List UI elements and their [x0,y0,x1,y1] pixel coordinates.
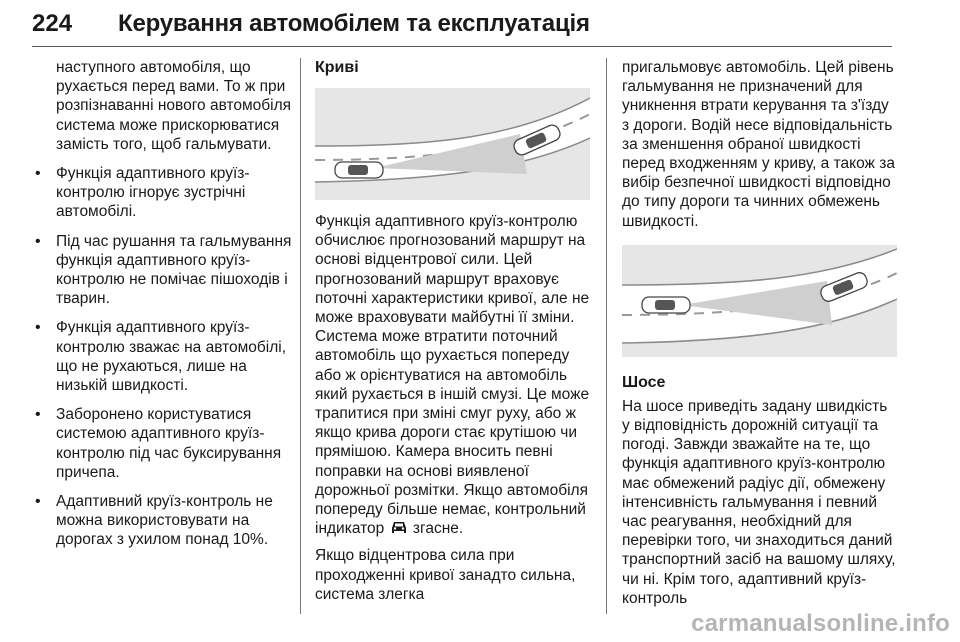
list-item [32,492,302,550]
list-item [32,164,302,222]
curves-paragraph-1: Функція адаптивного круїз-контролю обчислює прогнозований маршрут на основі відцентрової сили. Цей прогнозований маршрут враховує поточні характеристики кривої, але не може враховувати майбутні її зміни. Система може втратити поточний автомобіль що рухається попереду або ж орієнтуватися на автомобіль який рухається в іншій смузі. Це може трапитися при зміні смуг руху, або ж якщо крива дороги стає крутішою чи прямішою. Камера вносить певні поправки на основі виявленої дорожньої розмітки. Якщо автомобіля попереду більше немає, контрольний індикатор згасне. [315,212,595,540]
column-divider-2 [606,58,607,614]
bullet-icon: • [35,319,41,337]
curve-illustration-2 [622,245,897,357]
bullet-icon: • [35,493,41,511]
list-item-text: Функція адаптивного круїз-контролю ігнорує зустрічні автомобілі. [56,165,250,221]
column-1 [32,58,302,550]
car-front-icon [391,521,407,540]
page-header [32,8,892,48]
bullet-icon: • [35,406,41,424]
column-2 [315,58,595,604]
highway-paragraph: На шосе приведіть задану швидкість у відповідність дорожній ситуації та погоді. Завжди зважайте на те, що функція адаптивного круїз-контролю має обмежений радіус дії, обмежену інтенсивність гальмування і певний час реагування, необхідний для перевірки того, чи знаходиться даний транспортний засіб на вашому шляху, чи ні. Крім того, адаптивний круїз-контроль [622,397,896,607]
list-item-text: Заборонено користуватися системою адаптивного круїз-контролю під час буксирування причепа. [56,406,282,481]
list-item [32,232,302,309]
curves-paragraph-3: пригальмовує автомобіль. Цей рівень гальмування не призначений для уникнення втрати керування та з'їзду з дороги. Водій несе відповідальність за зменшення обраної швидкості перед входженням у криву, а також за вибір безпечної швидкості відповідно до типу дороги та чинних обмежень швидкості. [622,59,895,230]
list-item-text: Під час рушання та гальмування функція адаптивного круїз-контролю не помічає пішоходів і тварин. [56,232,292,308]
section-heading-curves: Криві [315,59,359,76]
curve-illustration [315,88,590,200]
bullet-icon: • [35,232,41,250]
intro-paragraph: наступного автомобіля, що рухається перед вами. То ж при розпізнаванні нового автомобіля система може прискорюватися замість того, щоб гальмувати. [56,59,292,153]
list-item-text: Адаптивний круїз-контроль не можна використовувати на дорогах з ухилом понад 10%. [56,493,273,549]
page-title: Керування автомобілем та експлуатація [118,10,590,37]
own-car-icon [642,297,690,313]
list-item-text: Функція адаптивного круїз-контролю зважає на автомобілі, що не рухаються, лише на низькій швидкості. [56,319,287,395]
section-heading-highway: Шосе [622,373,666,391]
own-car-icon [335,162,383,178]
header-divider [32,46,892,47]
page-number: 224 [32,10,73,37]
column-3 [622,58,897,608]
curves-paragraph-2: Якщо відцентрова сила при проходженні кривої занадто сильна, система злегка [315,547,576,603]
list-item [32,405,302,482]
bullet-icon: • [35,165,41,183]
list-item [32,318,302,395]
limitations-list [32,164,302,550]
watermark: carmanualsonline.info [691,610,950,637]
